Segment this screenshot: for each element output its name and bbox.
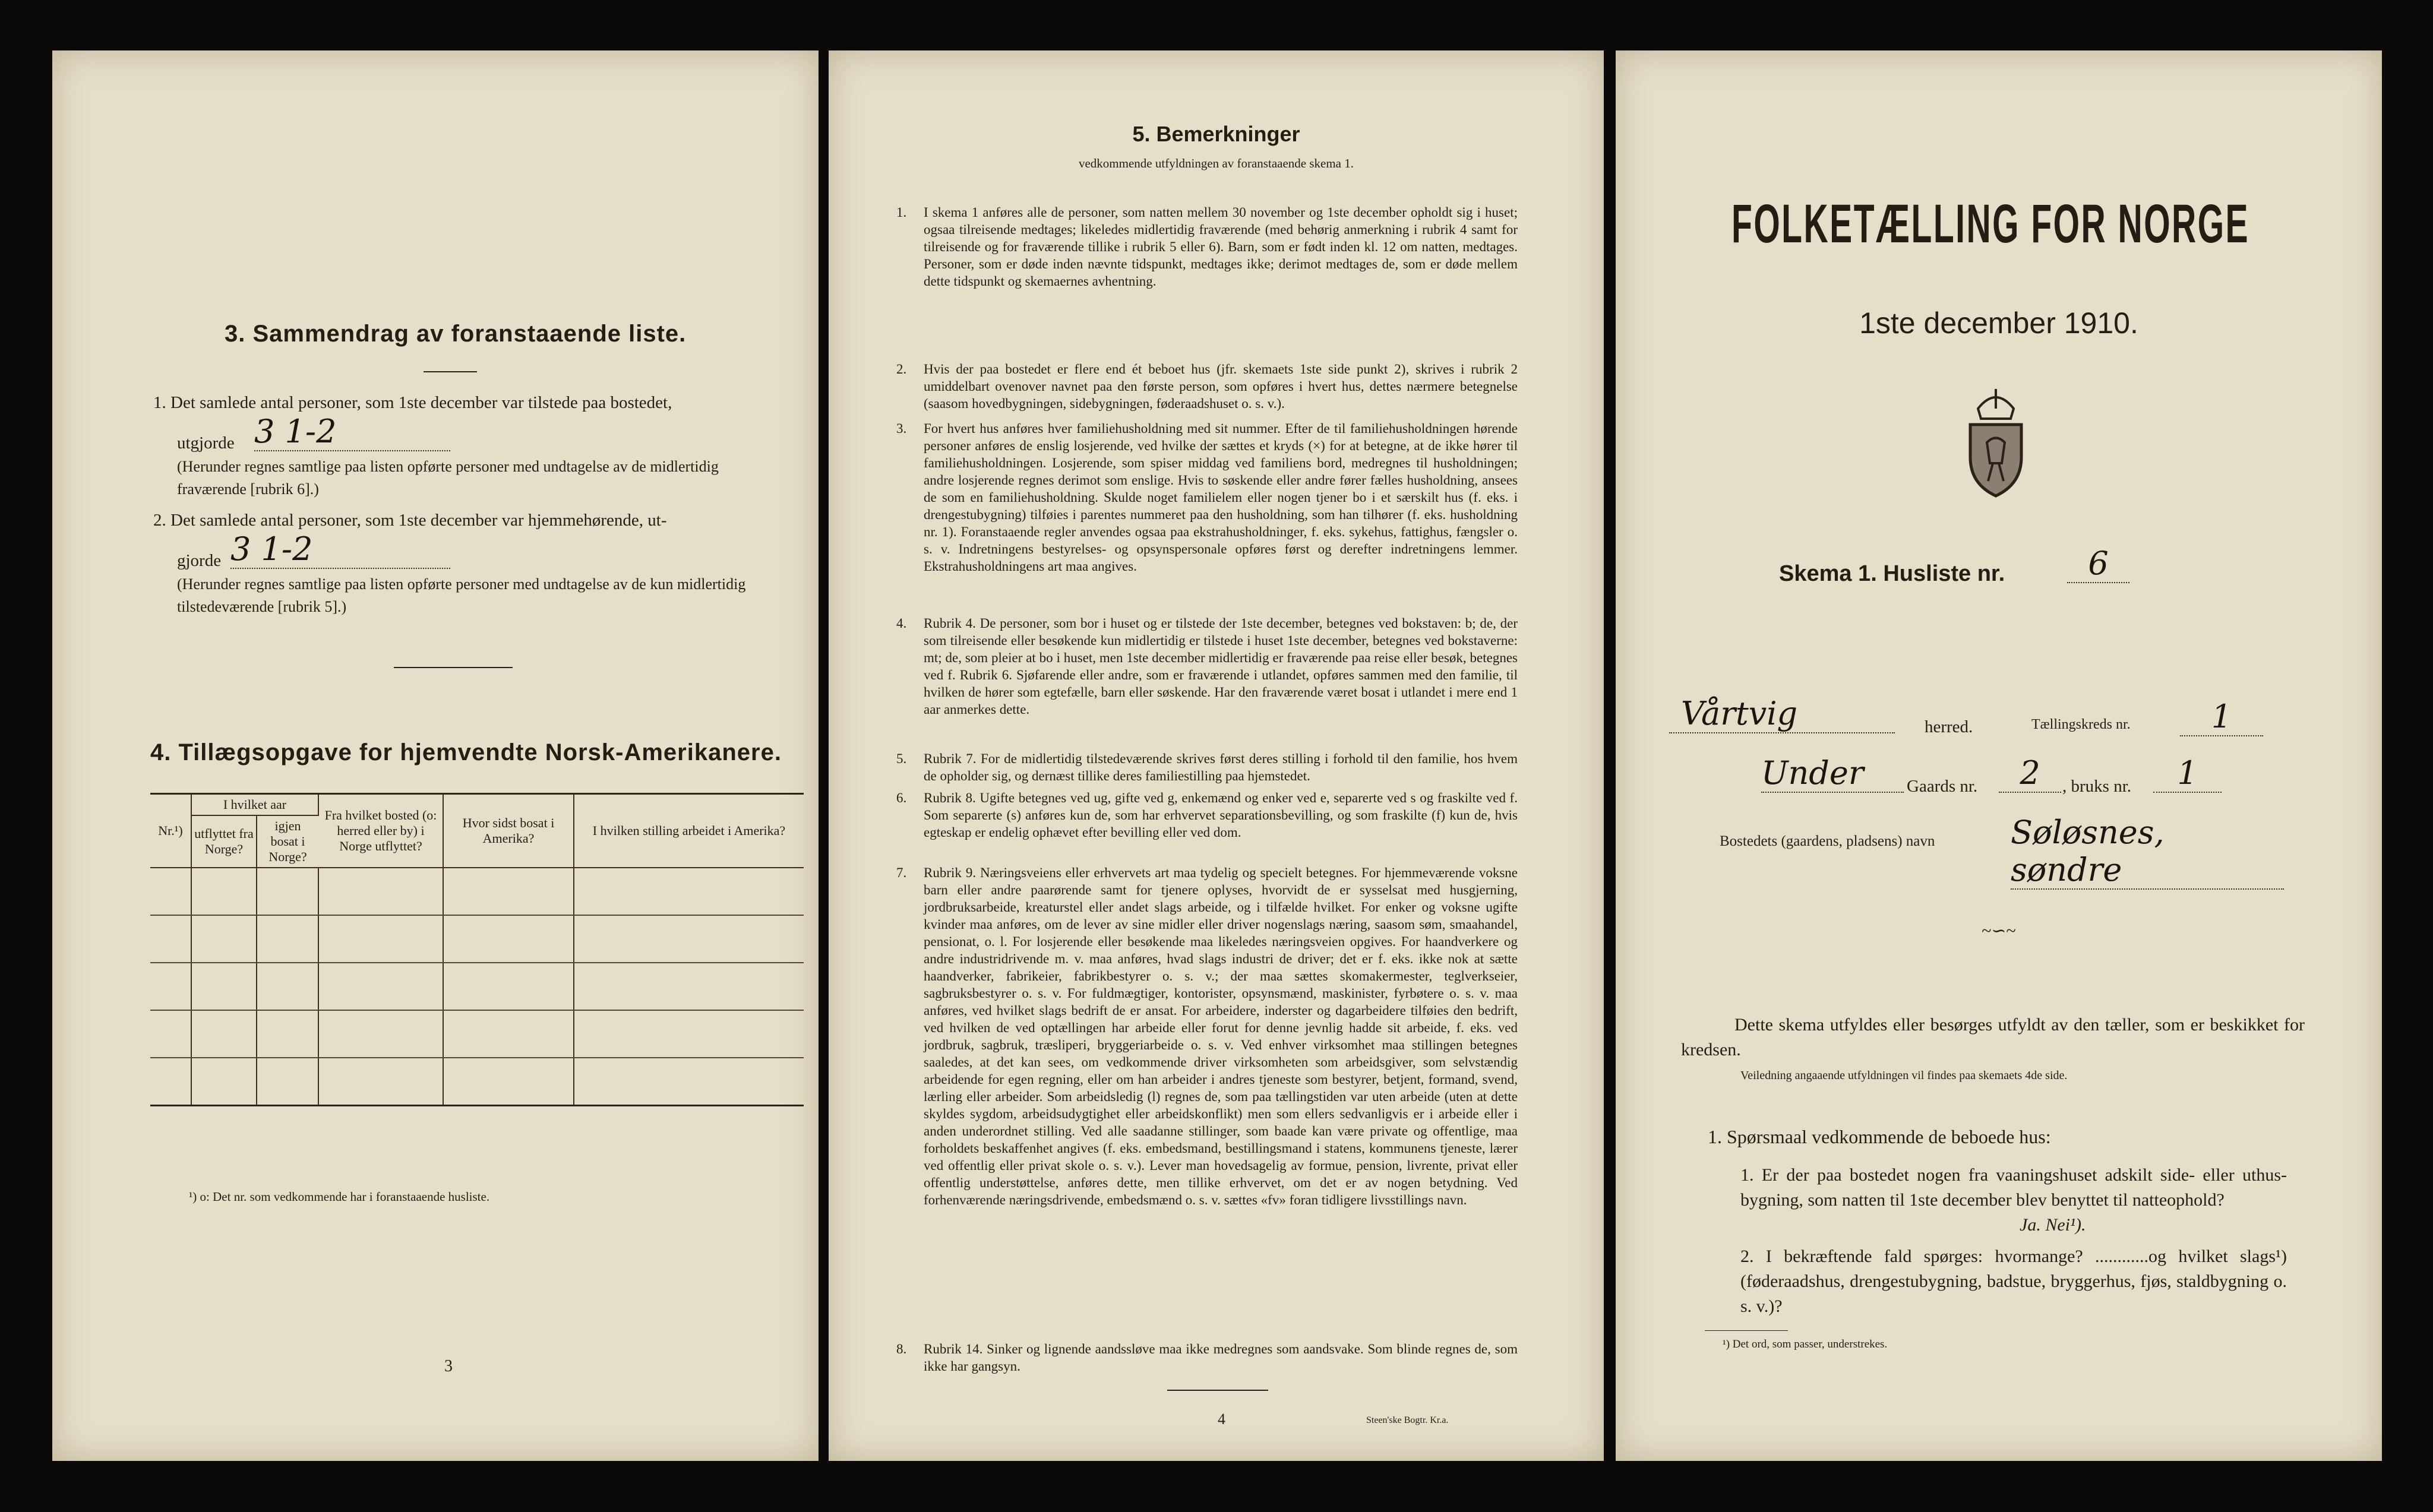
husliste-number: 6 — [2067, 545, 2129, 583]
col-fra: Fra hvilket bosted (o: herred eller by) i Norge utflyttet? — [318, 794, 443, 868]
item-1-prefix: utgjorde — [177, 434, 235, 453]
page-1-cover — [1616, 50, 2382, 1461]
table-footnote: ¹) o: Det nr. som vedkommende har i foranstaaende husliste. — [189, 1190, 490, 1204]
question-1-answer: Ja. Nei¹). — [2020, 1215, 2086, 1235]
divider — [424, 371, 477, 372]
item-1-note: (Herunder regnes samtlige paa listen opførte personer med undtagelse av de midlertidig fraværende [rubrik 6].) — [177, 458, 719, 498]
bosted-label: Bostedets (gaardens, pladsens) navn — [1720, 833, 1935, 849]
page-3 — [52, 50, 819, 1461]
col-utflyttet: utflyttet fra Norge? — [191, 815, 257, 868]
item-1-handwritten-value: 3 1-2 — [254, 413, 450, 451]
norsk-amerikanere-table — [150, 793, 804, 1106]
summary-item-2: 2. Det samlede antal personer, som 1ste december var hjemmehørende, ut- — [153, 511, 667, 530]
page-4 — [829, 50, 1604, 1461]
printer-credit: Steen'ske Bogtr. Kr.a. — [1366, 1415, 1449, 1425]
table-row — [150, 915, 804, 963]
item-2-prefix: gjorde — [177, 551, 222, 570]
item-2-handwritten-value: 3 1-2 — [230, 530, 450, 569]
col-group-year: I hvilket aar — [191, 794, 318, 816]
herred-value: Vårtvig — [1669, 695, 1895, 733]
divider — [394, 667, 513, 668]
question-2: 2. I bekræftende fald spørges: hvormange? ............og hvilket slags¹) (føderaadshus, drengestubygning, badstue, bryggerhus, fjøs, staldbygning o. s. v.)? — [1740, 1247, 2287, 1316]
ornament-icon: ~∽~ — [1982, 921, 2016, 941]
item-2-note: (Herunder regnes samtlige paa listen opførte personer med undtagelse av de kun midlertidig tilstedeværende [rubrik 5].) — [177, 575, 746, 615]
table-row — [150, 868, 804, 915]
gaards-label: Gaards nr. — [1907, 777, 1978, 796]
remark-3: 3. For hvert hus anføres hver familiehusholdning med sit nummer. Efter de til familiehusholdningen hørende personer anføres de enslig losjerende, ved hvilke der sættes et kryds (×) for at betegne, at de ikke hører til familiehusholdningen. Losjerende, som spiser middag ved familiens bord, medregnes til husholdningen; andre losjerende regnes derimot som enslige. Hvis to søskende eller andre fører fælles husholdning, ansees de som en familiehusholdning. Skulde noget familielem eller nogen tjener bo i et særskilt hus (f. eks. i drengestubygning) tilføies i parentes nummeret paa den husholdning, som han tilhører (f. eks. husholdning nr. 1). Foranstaaende regler anvendes ogsaa paa ekstrahusholdninger, f. eks. sykehus, fattighus, fængsler o. s. v. Indretningens bestyrelses- og opsynspersonale opføres først og derefter indretningens lemmer. Ekstrahusholdningens art maa angives. — [896, 421, 1518, 574]
remark-5: 5. Rubrik 7. For de midlertidig tilstedeværende skrives først deres stilling i forhold til den familie, hos hvem de opholder sig, og dernæst tillike deres familiestilling paa hjemstedet. — [896, 751, 1518, 783]
col-nr: Nr.¹) — [150, 794, 191, 868]
coat-of-arms-icon — [1957, 386, 2034, 499]
census-title: FOLKETÆLLING FOR NORGE — [1731, 194, 2250, 254]
krets-value: 1 — [2180, 698, 2263, 736]
question-1: 1. Er der paa bostedet nogen fra vaaningshuset adskilt side- eller uthus-bygning, som natten til 1ste december blev benyttet til natteophold? — [1740, 1165, 2287, 1210]
divider — [1167, 1390, 1268, 1391]
krets-label: Tællingskreds nr. — [2031, 717, 2131, 732]
section-3-title: 3. Sammendrag av foranstaaende liste. — [225, 321, 687, 347]
intro-text: Dette skema utfyldes eller besørges utfyldt av den tæller, som er beskikket for kredsen. — [1681, 1015, 2305, 1059]
table-row — [150, 963, 804, 1010]
remark-2: 2. Hvis der paa bostedet er flere end ét beboet hus (jfr. skemaets 1ste side punkt 2), skrives i rubrik 2 umiddelbart ovenover navnet paa den første person, som opføres i hvert hus, dettes nærmere betegnelse (saasom hovedbygningen, sidebygningen, føderaadshuset o. s. v.). — [896, 362, 1518, 411]
remark-4: 4. Rubrik 4. De personer, som bor i huset og er tilstede der 1ste december, betegnes ved bokstaven: b; de, der som tilreisende eller besøkende kun midlertidig er tilstede i huset 1ste december, betegnes ved bokstaverne: mt; de, som pleier at bo i huset, men 1ste december midlertidig er fraværende paa reise eller besøk, betegnes ved f. Rubrik 6. Sjøfarende eller andre, som er fraværende i utlandet, opføres sammen med den familie, til hvilken de hører som egtefælle, barn eller søskende. Har den fraværende været bosat i utlandet i mere end 1 aar anmerkes dette. — [896, 616, 1518, 717]
remark-7: 7. Rubrik 9. Næringsveiens eller erhvervets art maa tydelig og specielt betegnes. For hjemmeværende voksne barn eller andre paarørende samt for tjenere oplyses, hvorvidt de er sysselsat med husgjerning, jordbruksarbeide, kreaturstel eller andet slags arbeide, og i tilfælde hvilket. For enker og voksne ugifte kvinder maa anføres, om de lever av sine midler eller driver nogenslags næring, saasom søm, smaahandel, pensionat, o. l. For losjerende eller besøkende maa likeledes næringsveien opgives. For haandverkere og andre industridrivende m. v. maa anføres, hvad slags industri de driver; det er f. eks. ikke nok at sætte haandverker, fabrikeier, fabrikbestyrer o. s. v.; der maa sættes skomakermester, teglverkseier, sagbruksbestyrer o. s. v. For fuldmægtiger, kontorister, opsynsmænd, maskinister, fyrbøtere o. s. v. maa anføres, ved hvilket slags bedrift de er ansat. For arbeidere, inderster og dagarbeidere tilføies den bedrift, ved hvilken de ved optællingen har arbeide eller forut for denne jevnlig hadde sit arbeide, f. eks. ved jordbruk, sagbruk, træsliperi, bryggeriarbeide o. s. v. Ved enhver virksomhet maa stillingen betegnes saaledes, at det kan sees, om vedkommende driver virksomheten som arbeidsgiver, som selvstændig arbeidende for egen regning, eller om han arbeider i andres tjeneste som bestyrer, betjent, formand, svend, lærling eller arbeider. Som arbeidsledig (l) regnes de, som paa tællingstiden var uten arbeide (uten at dette skyldes sygdom, arbeidsudygtighet eller arbeidskonflikt) men som ellers sedvanligvis er i arbeide eller i anden underordnet stilling. Ved alle saadanne stillinger, som baade kan være private og offentlige, maa forholdets beskaffenhet angives (f. eks. embedsmand, bestillingsmand i statens, kommunens tjeneste, lærer ved offentlig eller privat skole o. s. v.). Lever man hovedsagelig av formue, pension, livrente, privat eller offentlig understøttelse, anføres dette, men tillike erhvervet, om det er av nogen betydning. Ved forhenværende næringsdrivende, embedsmænd o. s. v. sættes «fv» foran tidligere livsstillings navn. — [896, 865, 1518, 1207]
page-number: 4 — [1218, 1410, 1225, 1428]
herred-label: herred. — [1925, 717, 1973, 736]
bruks-value: 1 — [2153, 754, 2222, 793]
question-heading: 1. Spørsmaal vedkommende de beboede hus: — [1708, 1126, 2051, 1147]
gaards-value: 2 — [1999, 754, 2061, 793]
remarks-title: 5. Bemerkninger — [1132, 122, 1300, 146]
col-hvor: Hvor sidst bosat i Amerika? — [443, 794, 574, 868]
skema-label: Skema 1. Husliste nr. — [1779, 561, 2005, 586]
census-date: 1ste december 1910. — [1859, 306, 2138, 340]
gaard-value: Under — [1761, 754, 1904, 793]
remark-8: 8. Rubrik 14. Sinker og lignende aandssløve maa ikke medregnes som aandsvake. Som blinde regnes de, som ikke har gangsyn. — [896, 1342, 1518, 1374]
col-stilling: I hvilken stilling arbeidet i Amerika? — [574, 794, 804, 868]
guidance-text: Veiledning angaaende utfyldningen vil findes paa skemaets 4de side. — [1740, 1069, 2068, 1082]
page-number: 3 — [444, 1357, 453, 1375]
footnote: ¹) Det ord, som passer, understrekes. — [1723, 1338, 1888, 1350]
remark-6: 6. Rubrik 8. Ugifte betegnes ved ug, gifte ved g, enkemænd og enker ved e, separerte ved s og fraskilte ved f. Som separerte (s) anføres kun de, som har erhvervet separationsbevilling, og som fraskilte (f) kun de, hvis egteskap er endelig ophævet efter bevilling eller ved dom. — [896, 790, 1518, 840]
divider — [1705, 1330, 1788, 1331]
summary-item-1: 1. Det samlede antal personer, som 1ste december var tilstede paa bostedet, — [153, 393, 672, 412]
bosted-value: Søløsnes, søndre — [2011, 814, 2284, 890]
bruks-label: , bruks nr. — [2062, 777, 2131, 796]
remarks-subtitle: vedkommende utfyldningen av foranstaaende skema 1. — [1078, 156, 1354, 170]
table-row — [150, 1010, 804, 1058]
col-igjen: igjen bosat i Norge? — [257, 815, 318, 868]
section-4-title: 4. Tillægsopgave for hjemvendte Norsk-Amerikanere. — [150, 739, 782, 766]
remark-1: 1. I skema 1 anføres alle de personer, som natten mellem 30 november og 1ste december opholdt sig i huset; ogsaa tilreisende medtages; likeledes midlertidig fraværende (med behørig anmerkning i rubrik 4 samt for tilreisende og for fraværende tillike i rubrik 5 eller 6). Barn, som er født inden kl. 12 om natten, medtages. Personer, som er døde inden nævnte tidspunkt, medtages ikke; derimot medtages de, som er døde mellem dette tidspunkt og skemaernes avhentning. — [896, 205, 1518, 289]
table-row — [150, 1058, 804, 1106]
